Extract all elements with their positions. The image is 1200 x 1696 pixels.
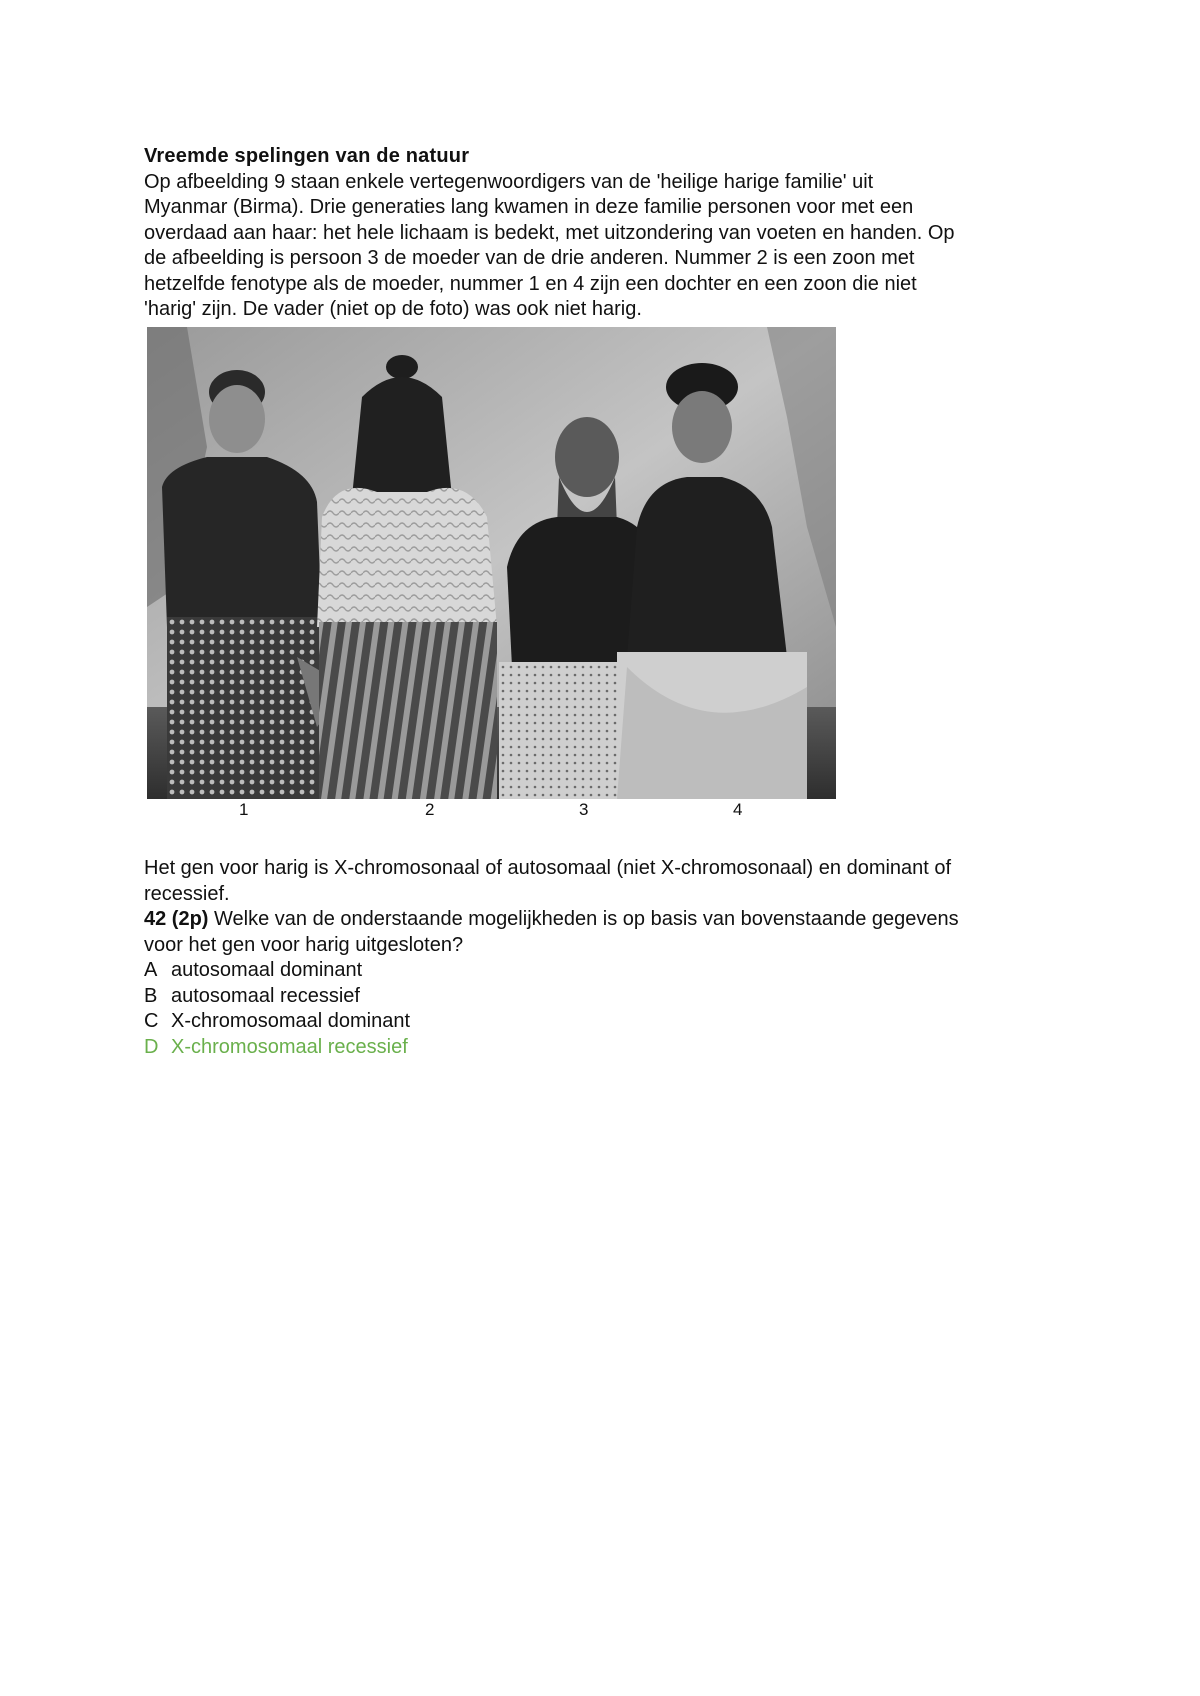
option-text: X-chromosomaal recessief (171, 1035, 408, 1058)
option-text: autosomaal recessief (171, 984, 360, 1007)
intro-line: overdaad aan haar: het hele lichaam is bedekt, met uitzondering van voeten en handen. Op (144, 221, 955, 244)
question-text: Welke van de onderstaande mogelijkheden is op basis van bovenstaande gegevens (214, 908, 959, 930)
intro-line: de afbeelding is persoon 3 de moeder van de drie anderen. Nummer 2 is een zoon met (144, 247, 915, 269)
answer-option (144, 958, 1064, 984)
question-line: voor het gen voor harig uitgesloten? (144, 933, 464, 956)
question-context-line: recessief. (144, 882, 230, 905)
answer-option (144, 984, 1064, 1010)
question-context-line: Het gen voor harig is X-chromosonaal of autosomaal (niet X-chromosonaal) en dominant of (144, 857, 952, 879)
option-letter: B (144, 984, 158, 1007)
intro-line: Op afbeelding 9 staan enkele vertegenwoordigers van de 'heilige harige familie' uit (144, 170, 874, 193)
intro-line: hetzelfde fenotype als de moeder, nummer 1 en 4 zijn een dochter en een zoon die niet (144, 272, 917, 295)
person-label: 2 (425, 800, 435, 819)
answer-option-correct (144, 1035, 1064, 1061)
option-letter: C (144, 1010, 159, 1032)
intro-paragraph (144, 170, 1064, 323)
person-label: 4 (733, 800, 743, 819)
photo-labels (147, 800, 836, 824)
intro-line: 'harig' zijn. De vader (niet op de foto) was ook niet harig. (144, 298, 642, 320)
question-line (144, 907, 1064, 933)
option-letter: A (144, 959, 158, 981)
question-section (144, 856, 1064, 1060)
section-title: Vreemde spelingen van de natuur (144, 145, 470, 167)
option-text: X-chromosomaal dominant (171, 1010, 410, 1032)
person-label: 1 (239, 800, 249, 819)
intro-section (144, 144, 1064, 323)
option-text: autosomaal dominant (171, 959, 363, 981)
question-number: 42 (2p) (144, 908, 209, 930)
intro-line: Myanmar (Birma). Drie generaties lang kwamen in deze familie personen voor met een (144, 196, 914, 218)
family-photo (147, 327, 836, 799)
option-letter: D (144, 1035, 159, 1058)
person-label: 3 (579, 800, 589, 819)
family-photo-image (147, 327, 836, 799)
answer-option (144, 1009, 1064, 1035)
